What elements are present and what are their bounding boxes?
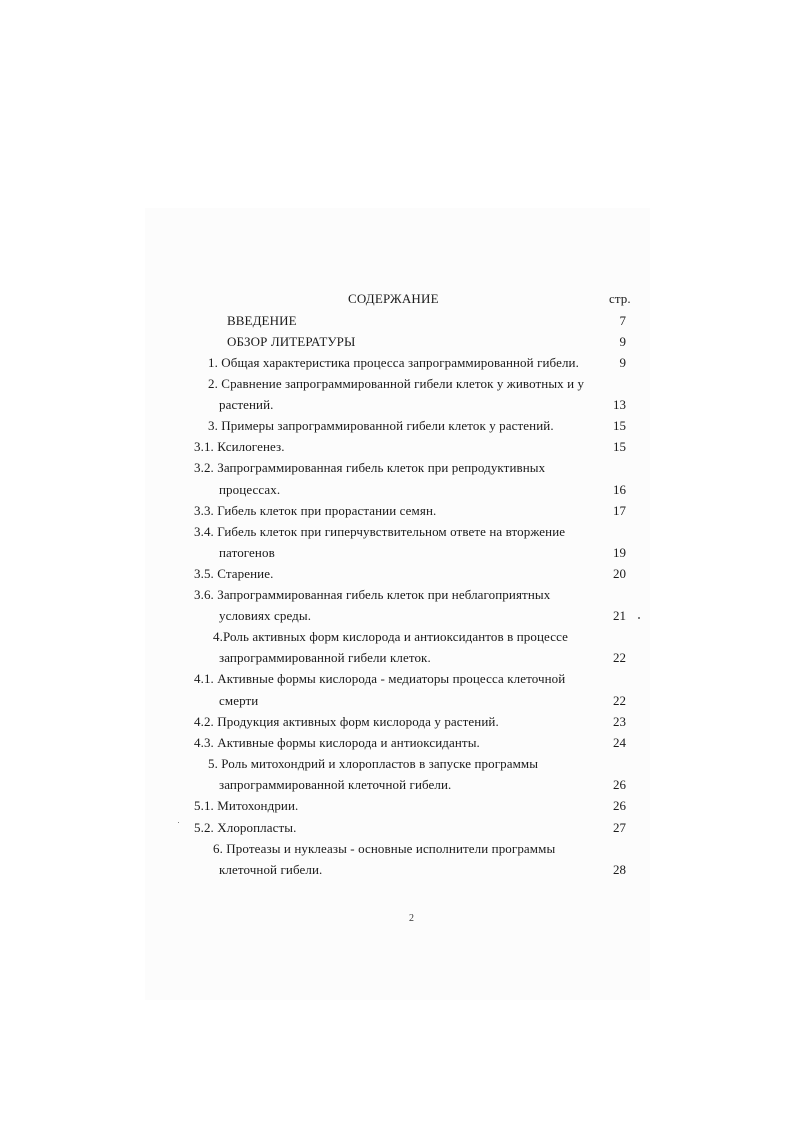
scanned-page-area bbox=[145, 208, 650, 1000]
page-column-label: стр. bbox=[609, 291, 631, 306]
toc-entry: 2. Сравнение запрограммированной гибели клеток у животных и у bbox=[208, 376, 585, 391]
toc-entry: процессах. bbox=[219, 482, 281, 497]
toc-entry: запрограммированной клеточной гибели. bbox=[219, 777, 452, 792]
toc-entry-page: 26 bbox=[613, 798, 626, 813]
toc-entry-page: 27 bbox=[613, 820, 626, 835]
toc-entry-page: 15 bbox=[613, 418, 626, 433]
toc-entry: ВВЕДЕНИЕ bbox=[227, 313, 297, 328]
toc-entry-page: 19 bbox=[613, 545, 626, 560]
toc-entry: ОБЗОР ЛИТЕРАТУРЫ bbox=[227, 334, 356, 349]
toc-entry: 3.2. Запрограммированная гибель клеток при репродуктивных bbox=[194, 460, 546, 475]
toc-entry-page: 24 bbox=[613, 735, 626, 750]
toc-title: СОДЕРЖАНИЕ bbox=[348, 291, 439, 306]
toc-entry: запрограммированной гибели клеток. bbox=[219, 650, 431, 665]
toc-entry: 5.2. Хлоропласты. bbox=[194, 820, 297, 835]
toc-entry-page: 17 bbox=[613, 503, 626, 518]
toc-entry: клеточной гибели. bbox=[219, 862, 323, 877]
scan-speck bbox=[638, 617, 640, 619]
toc-entry: 3.3. Гибель клеток при прорастании семян. bbox=[194, 503, 437, 518]
toc-entry: смерти bbox=[219, 693, 259, 708]
toc-entry: 6. Протеазы и нуклеазы - основные исполнители программы bbox=[213, 841, 556, 856]
toc-entry-page: 22 bbox=[613, 693, 626, 708]
toc-entry-page: 15 bbox=[613, 439, 626, 454]
toc-entry: растений. bbox=[219, 397, 274, 412]
toc-entry-page: 9 bbox=[619, 334, 626, 349]
toc-entry: 4.3. Активные формы кислорода и антиоксиданты. bbox=[194, 735, 480, 750]
toc-entry-page: 26 bbox=[613, 777, 626, 792]
scan-speck bbox=[178, 822, 179, 823]
toc-entry: 3.4. Гибель клеток при гиперчувствительном ответе на вторжение bbox=[194, 524, 566, 539]
toc-entry: 1. Общая характеристика процесса запрограммированной гибели. bbox=[208, 355, 579, 370]
toc-entry: патогенов bbox=[219, 545, 275, 560]
toc-entry: 3.1. Ксилогенез. bbox=[194, 439, 285, 454]
toc-entry: 5.1. Митохондрии. bbox=[194, 798, 299, 813]
toc-entry-page: 28 bbox=[613, 862, 626, 877]
toc-entry-page: 16 bbox=[613, 482, 626, 497]
toc-entry-page: 9 bbox=[619, 355, 626, 370]
toc-entry: 5. Роль митохондрий и хлоропластов в запуске программы bbox=[208, 756, 539, 771]
toc-entry: 3.6. Запрограммированная гибель клеток при неблагоприятных bbox=[194, 587, 551, 602]
toc-entry-page: 20 bbox=[613, 566, 626, 581]
toc-entry: 4.Роль активных форм кислорода и антиоксидантов в процессе bbox=[213, 629, 568, 644]
toc-entry-page: 7 bbox=[619, 313, 626, 328]
toc-entry: 3.5. Старение. bbox=[194, 566, 274, 581]
toc-entry: 3. Примеры запрограммированной гибели клеток у растений. bbox=[208, 418, 554, 433]
toc-entry: 4.2. Продукция активных форм кислорода у растений. bbox=[194, 714, 499, 729]
toc-entry: 4.1. Активные формы кислорода - медиаторы процесса клеточной bbox=[194, 671, 566, 686]
toc-entry-page: 21 bbox=[613, 608, 626, 623]
toc-entry-page: 22 bbox=[613, 650, 626, 665]
toc-entry: условиях среды. bbox=[219, 608, 312, 623]
toc-entry-page: 23 bbox=[613, 714, 626, 729]
page-number: 2 bbox=[409, 913, 414, 924]
toc-entry-page: 13 bbox=[613, 397, 626, 412]
